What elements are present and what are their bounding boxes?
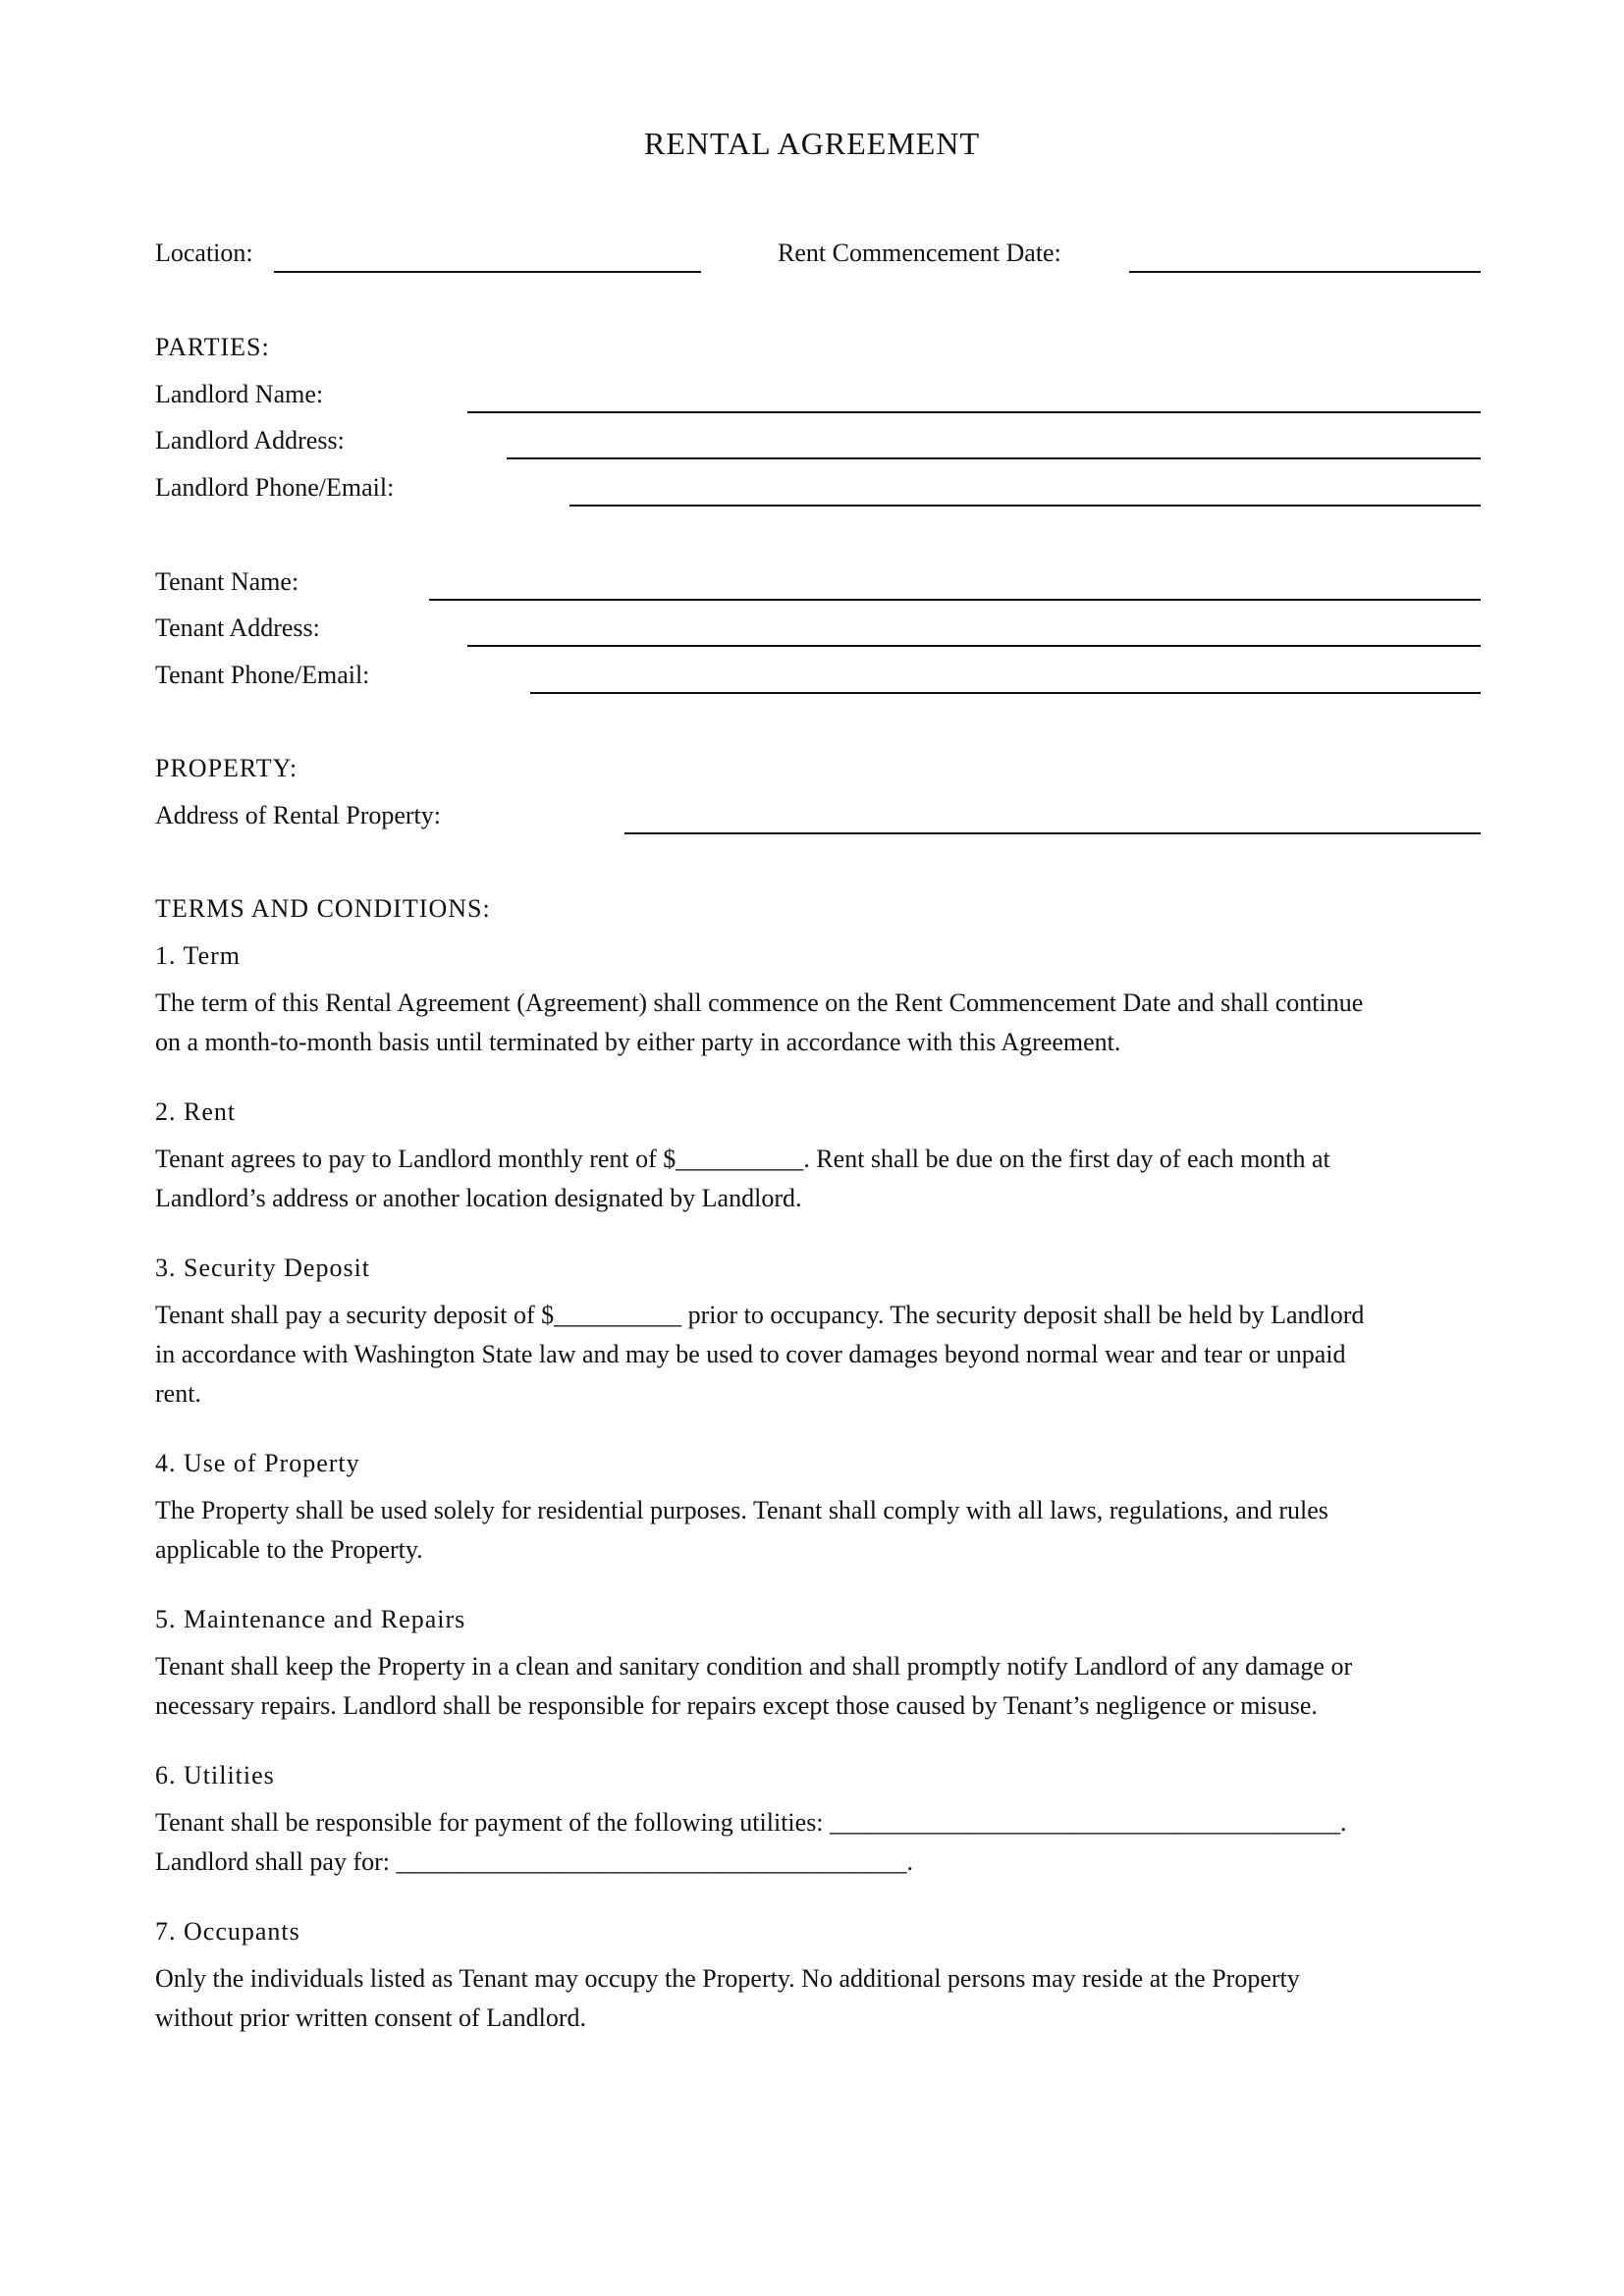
section-term-line: on a month-to-month basis until terminated by either party in accordance with this Agreement. — [155, 1028, 1121, 1056]
property-address-field-line[interactable] — [624, 832, 1481, 834]
tenant-contact-field-line[interactable] — [530, 692, 1481, 694]
commencement-date-field-line[interactable] — [1129, 271, 1481, 273]
section-rent-title: 2. Rent — [155, 1097, 237, 1126]
section-maintenance-title: 5. Maintenance and Repairs — [155, 1605, 466, 1633]
section-deposit-line: in accordance with Washington State law and may be used to cover damages beyond normal wear and tear or unpaid — [155, 1340, 1346, 1368]
location-label: Location: — [155, 239, 253, 267]
section-deposit-line: Tenant shall pay a security deposit of $__________ prior to occupancy. The security deposit shall be held by Landlord — [155, 1301, 1365, 1329]
landlord-address-field-line[interactable] — [507, 457, 1481, 459]
landlord-contact-field-line[interactable] — [569, 505, 1481, 507]
tenant-address-label: Tenant Address: — [155, 614, 320, 642]
tenant-name-field-line[interactable] — [429, 599, 1481, 601]
section-maintenance-line: necessary repairs. Landlord shall be responsible for repairs except those caused by Tenant’s negligence or misuse. — [155, 1691, 1318, 1720]
commencement-date-label: Rent Commencement Date: — [778, 239, 1061, 267]
section-occupants-title: 7. Occupants — [155, 1917, 300, 1946]
section-maintenance-body — [155, 1647, 1490, 1726]
section-utilities-line: Tenant shall be responsible for payment of the following utilities: ________________________________________. — [155, 1808, 1347, 1837]
tenant-address-field-line[interactable] — [467, 645, 1481, 647]
landlord-name-field-line[interactable] — [467, 411, 1481, 413]
section-use-line: applicable to the Property. — [155, 1535, 423, 1564]
section-occupants-line: without prior written consent of Landlord. — [155, 2003, 587, 2032]
section-utilities-line: Landlord shall pay for: ________________________________________. — [155, 1847, 913, 1876]
landlord-name-label: Landlord Name: — [155, 380, 324, 408]
section-deposit-line: rent. — [155, 1379, 201, 1408]
section-term-body — [155, 984, 1490, 1062]
tenant-contact-label: Tenant Phone/Email: — [155, 661, 370, 689]
section-maintenance-line: Tenant shall keep the Property in a clean and sanitary condition and shall promptly notify Landlord of any damage or — [155, 1652, 1353, 1681]
section-term-title: 1. Term — [155, 941, 242, 970]
section-term-line: The term of this Rental Agreement (Agreement) shall commence on the Rent Commencement Date and shall continue — [155, 988, 1364, 1017]
section-occupants-body — [155, 1959, 1490, 2038]
section-rent-body — [155, 1140, 1490, 1218]
section-deposit-title: 3. Security Deposit — [155, 1254, 371, 1282]
section-occupants-line: Only the individuals listed as Tenant may occupy the Property. No additional persons may reside at the Property — [155, 1964, 1300, 1993]
section-utilities-title: 6. Utilities — [155, 1761, 275, 1789]
document-title: RENTAL AGREEMENT — [644, 126, 980, 161]
parties-heading: PARTIES: — [155, 333, 270, 361]
section-deposit-body — [155, 1296, 1490, 1414]
landlord-address-label: Landlord Address: — [155, 426, 345, 454]
section-rent-line: Tenant agrees to pay to Landlord monthly rent of $__________. Rent shall be due on the first day of each month at — [155, 1145, 1330, 1173]
section-use-title: 4. Use of Property — [155, 1449, 360, 1477]
section-utilities-body — [155, 1803, 1490, 1882]
property-heading: PROPERTY: — [155, 754, 298, 782]
property-address-label: Address of Rental Property: — [155, 801, 442, 829]
landlord-contact-label: Landlord Phone/Email: — [155, 473, 395, 502]
terms-heading: TERMS AND CONDITIONS: — [155, 894, 491, 923]
tenant-name-label: Tenant Name: — [155, 567, 299, 596]
section-use-body — [155, 1491, 1490, 1570]
section-rent-line: Landlord’s address or another location designated by Landlord. — [155, 1184, 802, 1212]
section-use-line: The Property shall be used solely for residential purposes. Tenant shall comply with all laws, regulations, and rules — [155, 1496, 1328, 1524]
location-field-line[interactable] — [274, 271, 701, 273]
